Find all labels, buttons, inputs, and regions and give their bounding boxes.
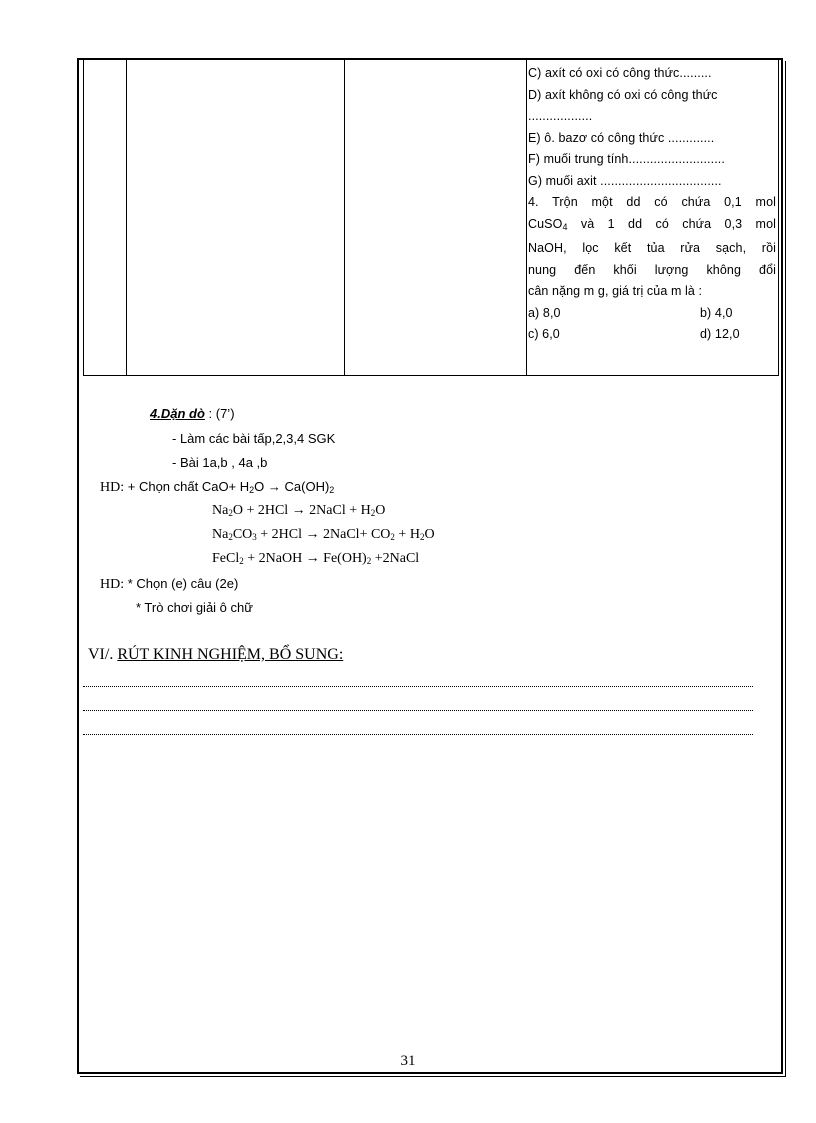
exercise-line-d-dots: .................. bbox=[528, 109, 593, 123]
hd2-line1: * Chọn (e) câu (2e) bbox=[127, 576, 239, 591]
exercise-line-e: E) ô. bazơ có công thức ............. bbox=[528, 130, 715, 145]
note-line bbox=[83, 734, 753, 735]
table-col-divider bbox=[344, 60, 345, 375]
exercise-line-g: G) muối axit .................................. bbox=[528, 173, 722, 188]
table-cell-exercises bbox=[528, 63, 776, 346]
homework-item-1: - Làm các bài tấp,2,3,4 SGK bbox=[172, 431, 336, 446]
note-line bbox=[83, 686, 753, 687]
table-col-divider bbox=[526, 60, 527, 375]
exercise-line-f: F) muối trung tính........................... bbox=[528, 152, 725, 166]
question4-line3: NaOH, lọc kết tủa rửa sạch, rồi bbox=[528, 241, 776, 255]
question4-options-row2 bbox=[528, 324, 776, 346]
hd2-line2: * Trò chơi giải ô chữ bbox=[136, 600, 253, 615]
hd2-label: HD: bbox=[100, 577, 125, 592]
note-line bbox=[83, 710, 753, 711]
equation-3: $Na_2CO_3 + 2HCl$ → 2NaCl+ $CO_2 + H_2O$ bbox=[212, 527, 435, 542]
section4-heading-row bbox=[150, 406, 235, 421]
equation-4: FeCl$_2$ + 2NaOH → $Fe(OH)_2$ +2NaCl bbox=[212, 551, 420, 566]
hd-row-1: HD: + Chọn chất $CaO+ H_2O \to Ca(OH)_2$ bbox=[100, 479, 335, 495]
page-number: 31 bbox=[400, 1053, 416, 1069]
hd-line1-tail: O → Ca(OH) bbox=[254, 479, 330, 494]
hd-line1: + Chọn chất CaO+ H bbox=[127, 479, 250, 494]
section6-prefix: VI/. bbox=[88, 646, 114, 663]
option-a: a) 8,0 bbox=[528, 305, 561, 320]
equation-2: $Na_2O + 2HCl$ → 2NaCl + $H_2O$ bbox=[212, 503, 386, 518]
exercise-line-d: D) axít không có oxi có công thức bbox=[528, 87, 718, 102]
section4-time: : (7’) bbox=[204, 406, 235, 421]
question4-line1: 4. Trộn một dd có chứa 0,1 mol bbox=[528, 195, 776, 209]
section4-heading: 4.Dặn dò bbox=[150, 406, 205, 421]
hd-label: HD: bbox=[100, 480, 125, 495]
table-col-divider bbox=[126, 60, 127, 375]
question4-line4: nung đến khối lượng không đổi bbox=[528, 262, 776, 277]
section6-heading: RÚT KINH NGHIỆM, BỔ SUNG: bbox=[117, 646, 344, 663]
option-b: b) 4,0 bbox=[700, 305, 733, 320]
question4-line2: CuSO$_4$ và 1 dd có chứa 0,3 mol bbox=[528, 216, 776, 232]
question4-options-row1 bbox=[528, 303, 776, 325]
section6-title bbox=[88, 646, 343, 664]
exercise-line-c: C) axít có oxi có công thức......... bbox=[528, 66, 712, 80]
lesson-table bbox=[83, 60, 779, 376]
option-c: c) 6,0 bbox=[528, 327, 560, 341]
hd-row-2 bbox=[100, 576, 238, 593]
option-d: d) 12,0 bbox=[700, 327, 740, 341]
question4-line5: cân nặng m g, giá trị của m là : bbox=[528, 284, 703, 298]
homework-item-2: - Bài 1a,b , 4a ,b bbox=[172, 455, 268, 470]
